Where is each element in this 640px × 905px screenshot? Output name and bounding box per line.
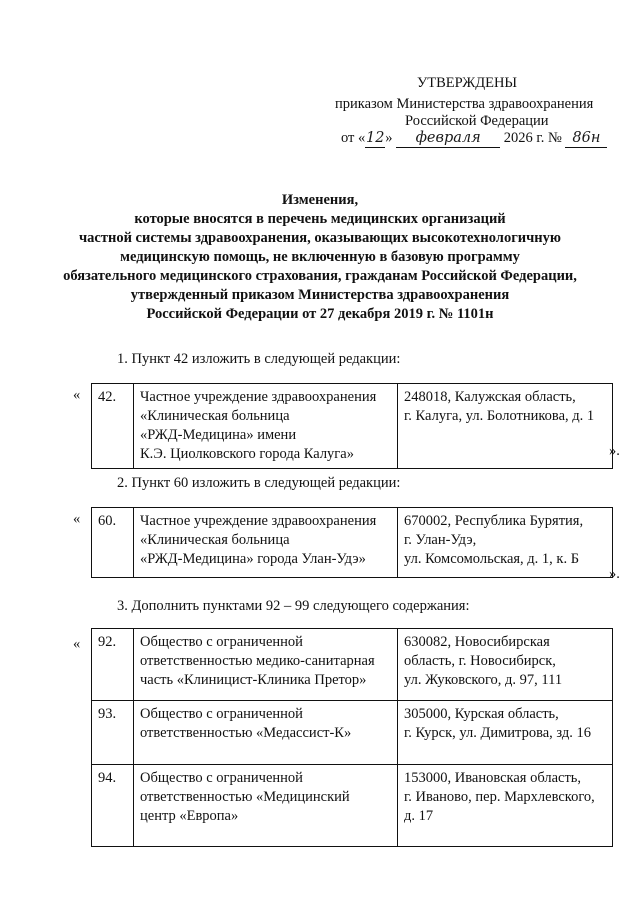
open-quote: « bbox=[73, 636, 81, 652]
item-2-text: 2. Пункт 60 изложить в следующей редакции: bbox=[117, 475, 401, 491]
item-3-text: 3. Дополнить пунктами 92 – 99 следующего содержания: bbox=[117, 598, 470, 614]
org-line: ответственностью «Медассист-К» bbox=[140, 725, 352, 741]
org-line: Общество с ограниченной bbox=[140, 634, 303, 650]
address-line: ул. Комсомольская, д. 1, к. Б bbox=[404, 551, 580, 567]
date-mid: » bbox=[385, 130, 393, 146]
org-line: К.Э. Циолковского города Калуга» bbox=[140, 446, 354, 462]
address-line: 153000, Ивановская область, bbox=[404, 770, 582, 786]
address-line: г. Улан-Удэ, bbox=[404, 532, 477, 548]
approved-line-1: приказом Министерства здравоохранения bbox=[335, 96, 594, 112]
address-line: область, г. Новосибирск, bbox=[404, 653, 556, 669]
org-address bbox=[398, 765, 613, 847]
approved-heading: УТВЕРЖДЕНЫ bbox=[417, 75, 518, 91]
title-line: утвержденный приказом Министерства здравоохранения bbox=[130, 287, 510, 303]
table-item-60 bbox=[91, 507, 613, 578]
org-name bbox=[134, 765, 398, 847]
address-line: г. Иваново, пер. Мархлевского, bbox=[404, 789, 595, 805]
address-line: 305000, Курская область, bbox=[404, 706, 559, 722]
order-number: 86н bbox=[565, 129, 607, 148]
org-line: часть «Клиницист-Клиника Претор» bbox=[140, 672, 367, 688]
row-number: 94. bbox=[92, 765, 134, 847]
table-row bbox=[92, 384, 613, 469]
org-address bbox=[398, 508, 613, 578]
row-number: 42. bbox=[92, 384, 134, 469]
address-line: 670002, Республика Бурятия, bbox=[404, 513, 584, 529]
date-year: 2026 г. № bbox=[503, 130, 562, 146]
title-line: частной системы здравоохранения, оказывающих высокотехнологичную bbox=[78, 230, 561, 246]
table-items-92-99 bbox=[91, 628, 613, 847]
table-row bbox=[92, 765, 613, 847]
address-line: д. 17 bbox=[404, 808, 434, 824]
title-line: медицинскую помощь, не включенную в базовую программу bbox=[120, 249, 520, 265]
address-line: 248018, Калужская область, bbox=[404, 389, 576, 405]
org-address bbox=[398, 701, 613, 765]
title-line: Российской Федерации от 27 декабря 2019 г. № 1101н bbox=[146, 306, 494, 322]
approved-line-2: Российской Федерации bbox=[405, 113, 549, 129]
org-line: «РЖД-Медицина» города Улан-Удэ» bbox=[140, 551, 366, 567]
row-number: 92. bbox=[92, 629, 134, 701]
org-line: Общество с ограниченной bbox=[140, 706, 303, 722]
address-line: ул. Жуковского, д. 97, 111 bbox=[404, 672, 563, 688]
date-prefix: от « bbox=[341, 130, 366, 146]
open-quote: « bbox=[73, 387, 81, 403]
org-line: Частное учреждение здравоохранения bbox=[140, 513, 377, 529]
address-line: г. Курск, ул. Димитрова, зд. 16 bbox=[404, 725, 592, 741]
org-line: «Клиническая больница bbox=[140, 532, 290, 548]
org-line: Частное учреждение здравоохранения bbox=[140, 389, 377, 405]
address-line: 630082, Новосибирская bbox=[404, 634, 550, 650]
table-row bbox=[92, 508, 613, 578]
title-line: Изменения, bbox=[281, 192, 359, 208]
org-line: Общество с ограниченной bbox=[140, 770, 303, 786]
approved-date-line bbox=[341, 128, 607, 149]
table-item-42 bbox=[91, 383, 613, 469]
org-name bbox=[134, 508, 398, 578]
org-name bbox=[134, 384, 398, 469]
address-line: г. Калуга, ул. Болотникова, д. 1 bbox=[404, 408, 595, 424]
row-number: 60. bbox=[92, 508, 134, 578]
org-line: центр «Европа» bbox=[140, 808, 239, 824]
org-name bbox=[134, 701, 398, 765]
open-quote: « bbox=[73, 511, 81, 527]
table-row bbox=[92, 701, 613, 765]
close-quote: ». bbox=[609, 443, 620, 459]
close-quote: ». bbox=[609, 566, 620, 582]
org-line: ответственностью «Медицинский bbox=[140, 789, 350, 805]
org-line: «Клиническая больница bbox=[140, 408, 290, 424]
approval-block bbox=[0, 0, 640, 160]
date-day: 12 bbox=[366, 130, 385, 146]
title-line: обязательного медицинского страхования, гражданам Российской Федерации, bbox=[63, 268, 577, 284]
org-name bbox=[134, 629, 398, 701]
org-line: «РЖД-Медицина» имени bbox=[140, 427, 297, 443]
document-title bbox=[0, 191, 640, 324]
org-line: ответственностью медико-санитарная bbox=[140, 653, 375, 669]
org-address bbox=[398, 629, 613, 701]
date-month: февраля bbox=[396, 129, 500, 148]
item-1-text: 1. Пункт 42 изложить в следующей редакции: bbox=[117, 351, 401, 367]
table-row bbox=[92, 629, 613, 701]
org-address bbox=[398, 384, 613, 469]
title-line: которые вносятся в перечень медицинских организаций bbox=[134, 211, 506, 227]
row-number: 93. bbox=[92, 701, 134, 765]
